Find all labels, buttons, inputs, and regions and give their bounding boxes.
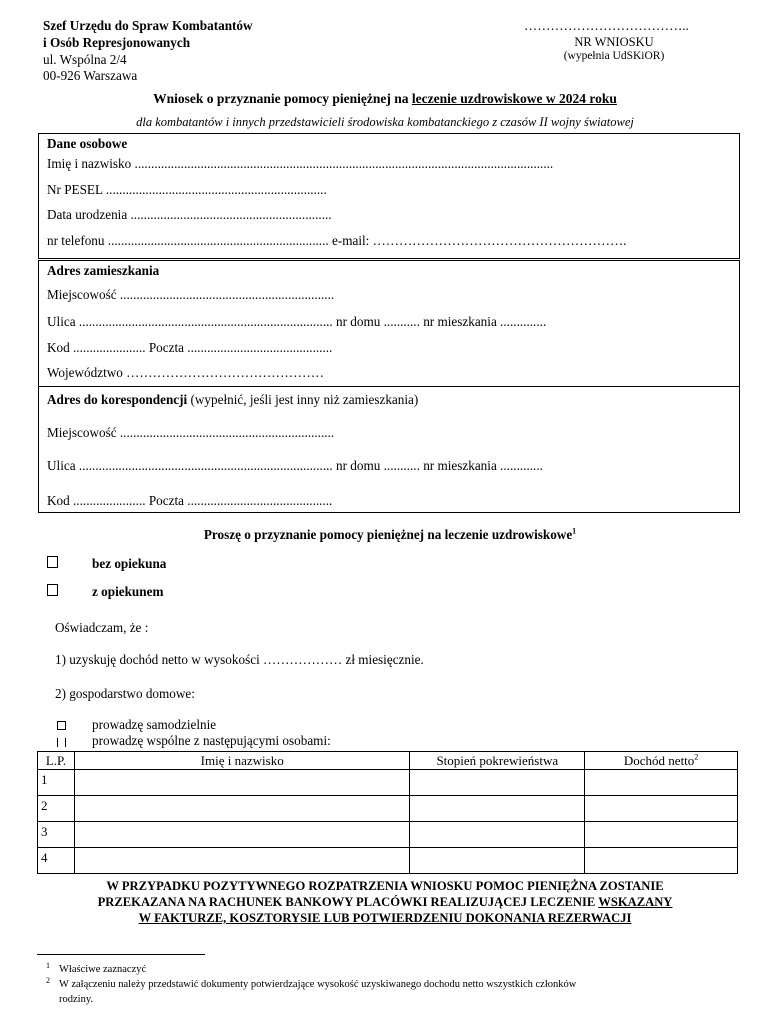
office-street: ul. Wspólna 2/4 xyxy=(43,52,127,67)
member-name-cell[interactable] xyxy=(74,796,409,822)
footnote-1-text: Właściwe zaznaczyć xyxy=(59,964,147,975)
member-relationship-cell[interactable] xyxy=(410,770,585,796)
declaration-intro: Oświadczam, że : xyxy=(55,620,149,635)
table-row xyxy=(38,822,738,848)
form-subtitle: dla kombatantów i innych przedstawicieli środowiska kombatanckiego z czasów II wojny światowej xyxy=(136,115,634,129)
household-label: 2) gospodarstwo domowe: xyxy=(55,686,195,701)
residence-voivodeship-field[interactable]: Województwo ……………………………………… xyxy=(47,365,324,380)
header-income-label: Dochód netto xyxy=(623,752,695,768)
household-shared-label: prowadzę wspólne z następującymi osobami: xyxy=(92,733,331,748)
header-relationship: Stopień pokrewieństwa xyxy=(410,752,585,770)
member-name-cell[interactable] xyxy=(74,770,409,796)
application-number-field[interactable]: ……………………………….. xyxy=(524,18,689,33)
correspondence-address-section xyxy=(38,386,740,513)
notice-line1: W PRZYPADKU POZYTYWNEGO ROZPATRZENIA WNIOSKU POMOC PIENIĘŻNA ZOSTANIE xyxy=(106,879,664,893)
office-city: 00-926 Warszawa xyxy=(43,68,138,83)
form-title-prefix: Wniosek o przyznanie pomocy pieniężnej na xyxy=(153,91,412,106)
household-alone-label: prowadzę samodzielnie xyxy=(92,717,217,732)
member-name-cell[interactable] xyxy=(74,848,409,874)
correspondence-heading-row xyxy=(47,392,418,408)
correspondence-city-field[interactable]: Miejscowość ................................................................. xyxy=(47,425,335,440)
header-income xyxy=(585,752,738,770)
residence-postal-field[interactable]: Kod ...................... Poczta ............................................ xyxy=(47,340,333,355)
table-row xyxy=(38,770,738,796)
with-caregiver-label: z opiekunem xyxy=(92,584,164,599)
household-shared-checkbox[interactable] xyxy=(57,738,66,747)
correspondence-postal-field[interactable]: Kod ...................... Poczta ............................................ xyxy=(47,493,333,508)
form-title-underlined: leczenie uzdrowiskowe w 2024 roku xyxy=(411,91,617,106)
notice-line2 xyxy=(0,895,770,910)
table-row xyxy=(38,848,738,874)
without-caregiver-label: bez opiekuna xyxy=(92,556,167,571)
notice-line2-text: PRZEKAZANA NA RACHUNEK BANKOWY PLACÓWKI REALIZUJĄCEJ LECZENIE xyxy=(97,895,599,909)
office-name-line1: Szef Urzędu do Spraw Kombatantów xyxy=(43,18,253,33)
residence-street-field[interactable]: Ulica ............................................................................. nr domu ........... nr mieszkania .............. xyxy=(47,314,547,329)
footnote-2-text: W załączeniu należy przedstawić dokumenty potwierdzające wysokość uzyskiwanego dochodu netto wszystkich członków xyxy=(59,979,577,990)
notice-line2-underlined: WSKAZANY xyxy=(598,895,673,909)
row-number: 1 xyxy=(38,770,75,796)
personal-data-heading: Dane osobowe xyxy=(47,136,128,151)
household-members-table xyxy=(37,751,738,874)
birth-date-field[interactable]: Data urodzenia ............................................................. xyxy=(47,207,332,222)
application-number-note: (wypełnia UdSKiOR) xyxy=(563,50,665,62)
personal-data-section xyxy=(38,133,740,259)
request-text: Proszę o przyznanie pomocy pieniężnej na leczenie uzdrowiskowe xyxy=(203,527,573,542)
residence-city-field[interactable]: Miejscowość ................................................................. xyxy=(47,287,335,302)
income-field[interactable]: 1) uzyskuję dochód netto w wysokości ……………… zł miesięcznie. xyxy=(55,652,424,667)
footnote-2-text-cont: rodziny. xyxy=(59,994,94,1005)
office-name-line2: i Osób Represjonowanych xyxy=(43,35,191,50)
member-relationship-cell[interactable] xyxy=(410,796,585,822)
header-name: Imię i nazwisko xyxy=(74,752,409,770)
member-income-cell[interactable] xyxy=(585,822,738,848)
member-income-cell[interactable] xyxy=(585,848,738,874)
row-number: 2 xyxy=(38,796,75,822)
row-number: 4 xyxy=(38,848,75,874)
request-text-row xyxy=(0,527,770,543)
member-relationship-cell[interactable] xyxy=(410,822,585,848)
member-income-cell[interactable] xyxy=(585,770,738,796)
phone-email-field[interactable]: nr telefonu ................................................................... e-mail: …………………………………………………. xyxy=(47,233,627,248)
form-title xyxy=(0,91,770,107)
correspondence-street-field[interactable]: Ulica ............................................................................. nr domu ........... nr mieszkania ............. xyxy=(47,458,543,473)
table-header-row xyxy=(38,752,738,770)
without-caregiver-checkbox[interactable] xyxy=(47,556,58,568)
with-caregiver-checkbox[interactable] xyxy=(47,584,58,596)
application-number-label: NR WNIOSKU xyxy=(574,35,654,49)
name-field[interactable]: Imię i nazwisko ............................................................................................................................... xyxy=(47,156,554,171)
correspondence-heading: Adres do korespondencji xyxy=(47,392,188,407)
notice-line3: W FAKTURZE, KOSZTORYSIE LUB POTWIERDZENIU DOKONANIA REZERWACJI xyxy=(138,911,632,925)
member-relationship-cell[interactable] xyxy=(410,848,585,874)
footnote-2-number: 2 xyxy=(46,976,50,985)
pesel-field[interactable]: Nr PESEL ................................................................... xyxy=(47,182,327,197)
member-income-cell[interactable] xyxy=(585,796,738,822)
residence-address-heading: Adres zamieszkania xyxy=(47,263,160,278)
member-name-cell[interactable] xyxy=(74,822,409,848)
footnote-separator xyxy=(37,954,205,955)
header-lp: L.P. xyxy=(38,752,75,770)
header-income-footnote-ref: 2 xyxy=(694,752,699,762)
residence-address-section xyxy=(38,260,740,387)
household-alone-checkbox[interactable] xyxy=(57,721,66,730)
correspondence-heading-note: (wypełnić, jeśli jest inny niż zamieszkania) xyxy=(187,392,419,407)
request-footnote-ref: 1 xyxy=(572,526,577,536)
row-number: 3 xyxy=(38,822,75,848)
footnote-1-number: 1 xyxy=(46,961,50,970)
table-row xyxy=(38,796,738,822)
